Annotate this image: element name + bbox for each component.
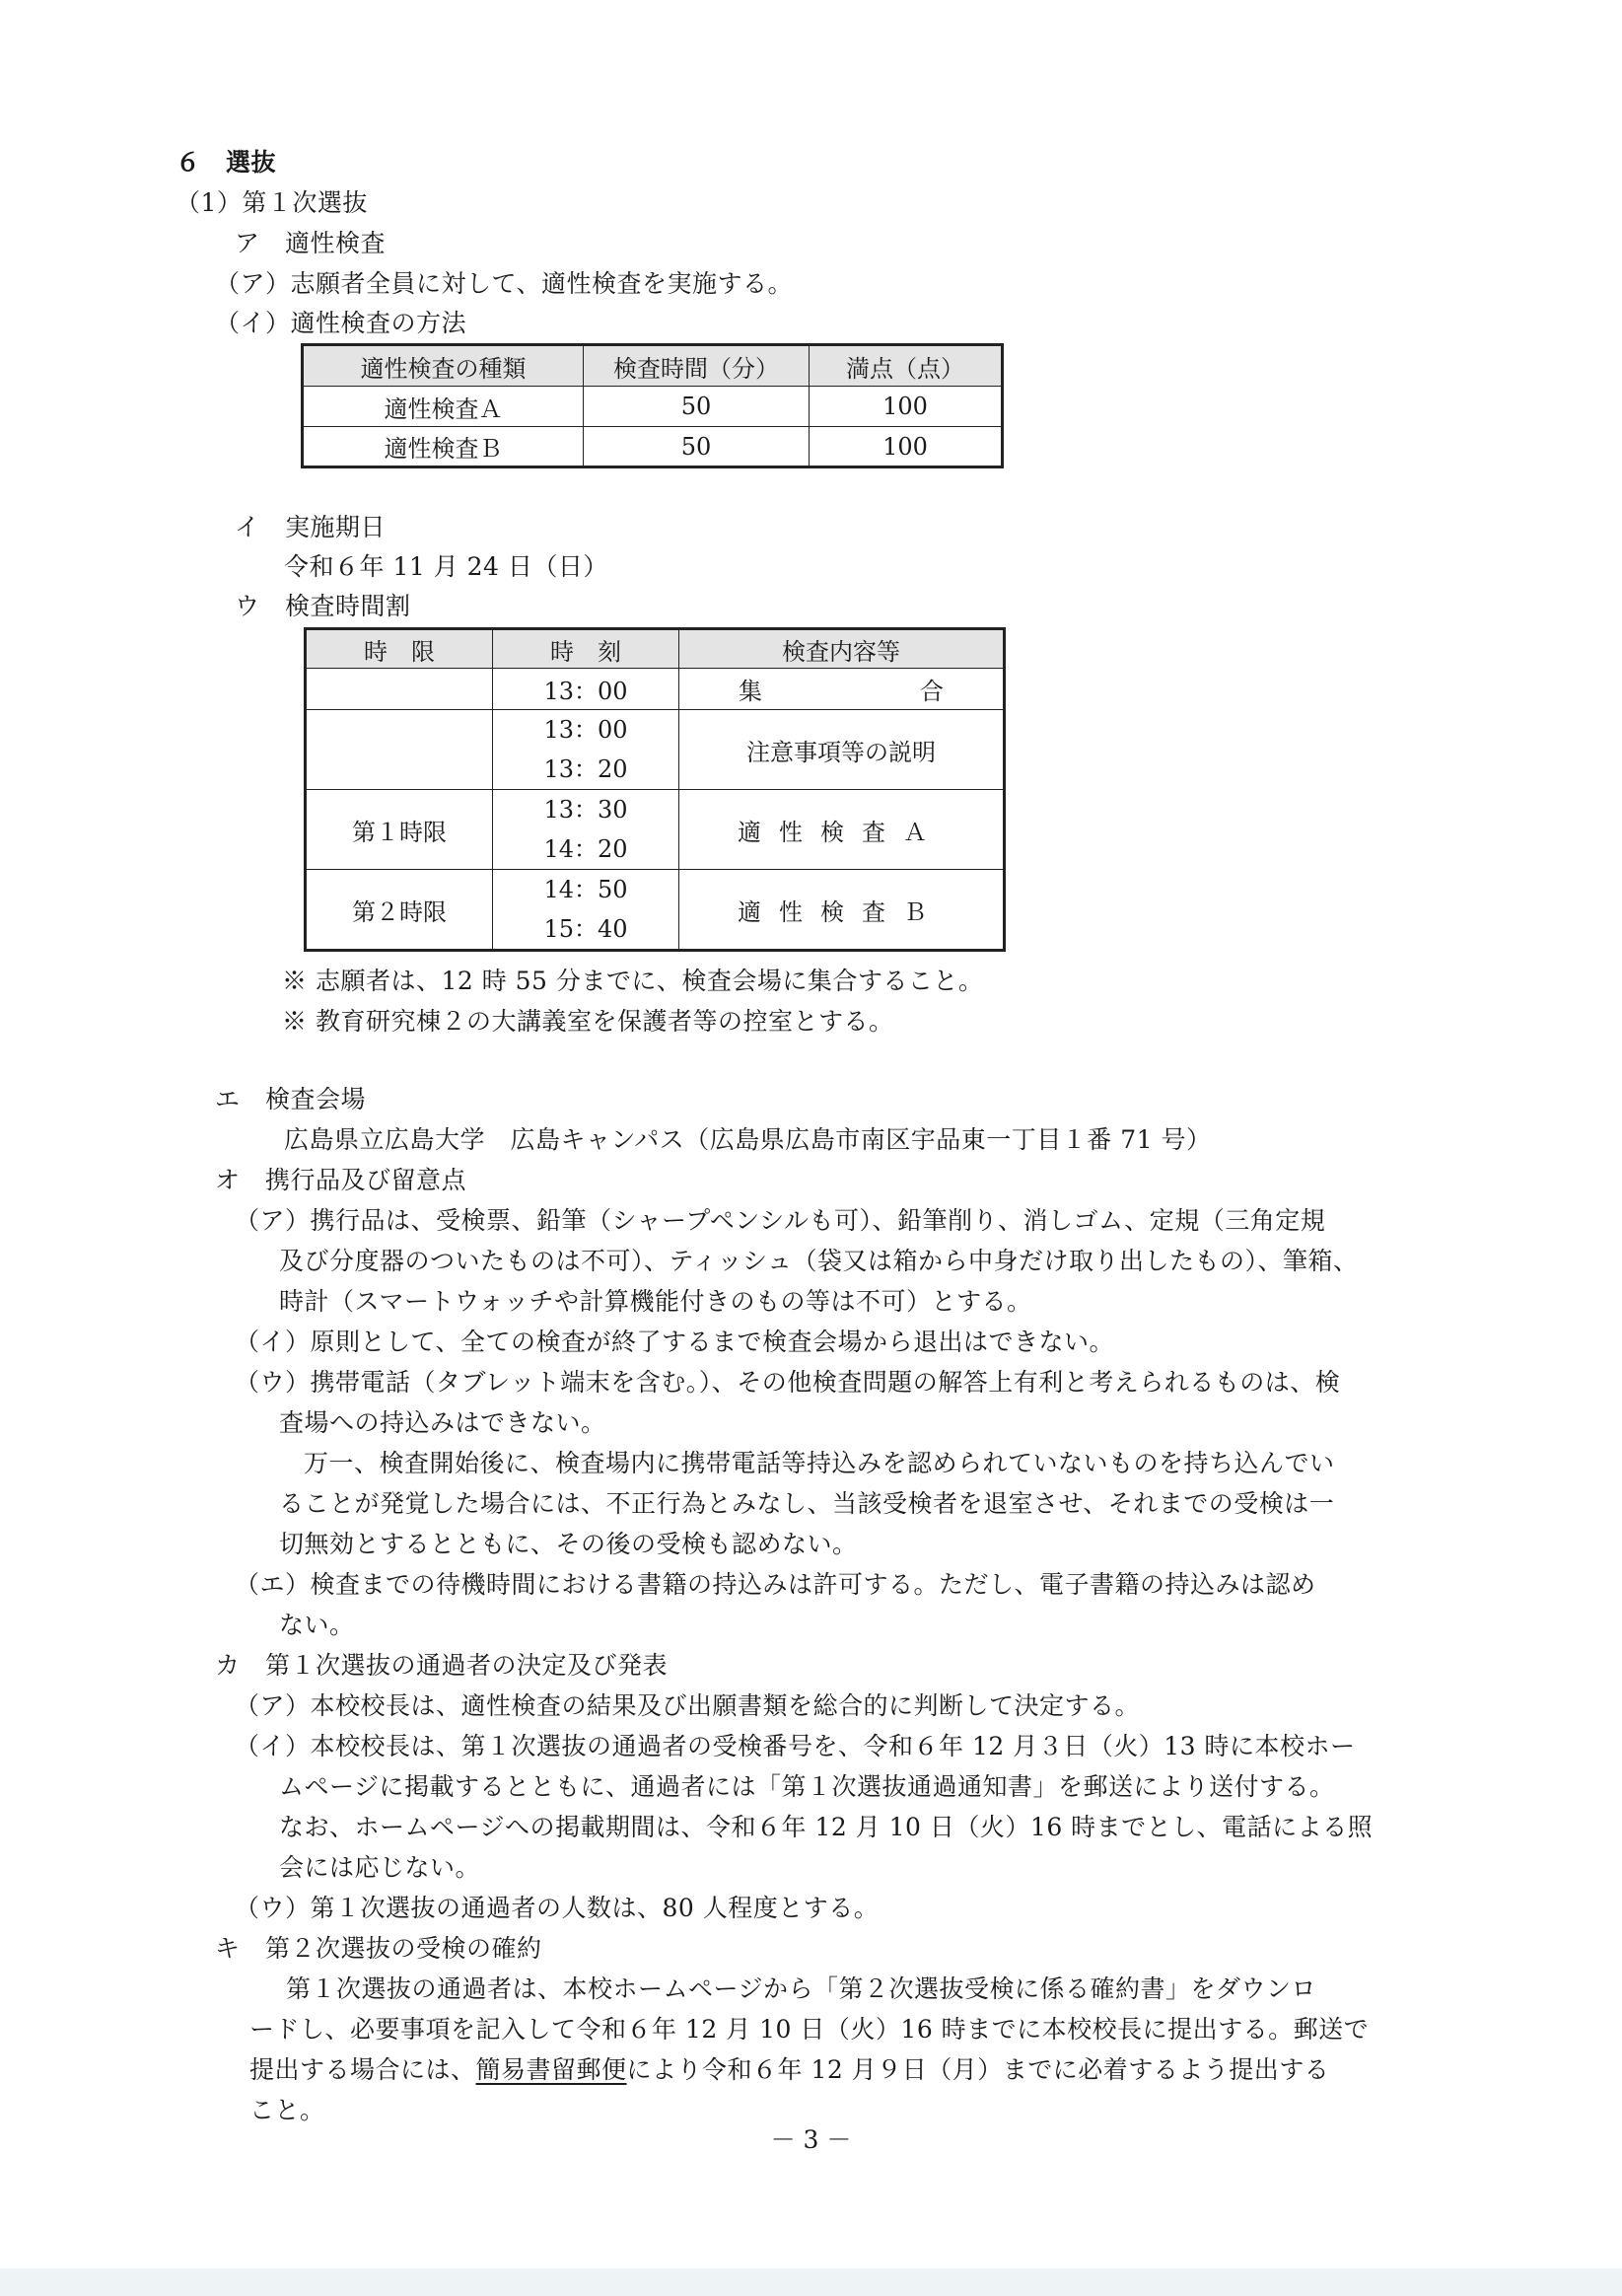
- time-cell: [493, 870, 679, 951]
- content-cell: 適性検査Ｂ: [679, 870, 1005, 951]
- paragraph-line: こと。: [249, 2096, 325, 2124]
- heading-u: ウ 検査時間割: [235, 592, 411, 620]
- content-cell: 注意事項等の説明: [679, 710, 1005, 790]
- period-cell: 第１時限: [306, 790, 493, 870]
- table-header: 適性検査の種類: [303, 345, 584, 387]
- heading-i: イ 実施期日: [235, 513, 387, 541]
- paragraph-line: 第１次選抜の通過者は、本校ホームページから「第２次選抜受検に係る確約書」をダウンロ: [286, 1974, 1317, 2003]
- time-start: 13：30: [543, 796, 628, 824]
- table-row: [306, 870, 1005, 951]
- time-end: 14：20: [543, 835, 628, 863]
- table-row: [303, 387, 1003, 427]
- text-segment: により令和６年 12 月９日（月）までに必着するよう提出する: [626, 2055, 1330, 2084]
- period-cell: 第２時限: [306, 870, 493, 951]
- paragraph-line: ない。: [279, 1611, 355, 1639]
- paragraph-line: 切無効とするとともに、その後の受検も認めない。: [279, 1530, 858, 1558]
- scan-edge: [0, 2268, 1622, 2296]
- paragraph-line: （ア）本校校長は、適性検査の結果及び出願書類を総合的に判断して決定する。: [235, 1691, 1141, 1720]
- table-header: 検査時間（分）: [584, 345, 810, 387]
- paragraph-line: 査場への持込みはできない。: [279, 1408, 606, 1437]
- exam-date: 令和６年 11 月 24 日（日）: [284, 552, 608, 581]
- paragraph-line: [249, 2052, 1329, 2088]
- period-cell: [306, 669, 493, 710]
- time-cell: 13：00: [493, 669, 679, 710]
- paragraph-line: （イ）原則として、全ての検査が終了するまで検査会場から退出はできない。: [235, 1327, 1115, 1356]
- table-cell: 適性検査Ｂ: [303, 427, 584, 467]
- timetable-table: [304, 627, 1006, 952]
- section-title: ６ 選抜: [176, 148, 277, 177]
- heading-ka: カ 第１次選抜の通過者の決定及び発表: [215, 1651, 669, 1680]
- venue-text: 広島県立広島大学 広島キャンパス（広島県広島市南区宇品東一丁目１番 71 号）: [284, 1125, 1212, 1154]
- content-text: 集: [739, 678, 762, 705]
- registered-mail-text: 簡易書留郵便: [475, 2055, 627, 2084]
- table-row: [306, 669, 1005, 710]
- time-cell: [493, 790, 679, 870]
- sub-title: （1）第１次選抜: [176, 188, 368, 217]
- heading-e: エ 検査会場: [215, 1085, 367, 1113]
- period-cell: [306, 710, 493, 790]
- table-row: [306, 710, 1005, 790]
- paragraph-line: （イ）本校校長は、第１次選抜の通過者の受検番号を、令和６年 12 月３日（火）13 時に本校ホー: [235, 1732, 1356, 1760]
- heading-o: オ 携行品及び留意点: [215, 1166, 467, 1194]
- time-cell: [493, 710, 679, 790]
- paragraph-line: （ウ）携帯電話（タブレット端末を含む。）、その他検査問題の解答上有利と考えられるものは、検: [235, 1368, 1341, 1397]
- paragraph-line: （エ）検査までの待機時間における書籍の持込みは許可する。ただし、電子書籍の持込みは認め: [235, 1570, 1316, 1599]
- aptitude-test-table: [301, 343, 1004, 468]
- time-start: 14：50: [543, 876, 628, 903]
- paragraph-line: 及び分度器のついたものは不可）、ティッシュ（袋又は箱から中身だけ取り出したもの）、筆箱、: [279, 1247, 1359, 1275]
- paragraph-line: （ア）携行品は、受検票、鉛筆（シャープペンシルも可）、鉛筆削り、消しゴム、定規（三角定規: [235, 1206, 1326, 1235]
- content-text: 合: [920, 678, 944, 705]
- table-cell: 50: [584, 387, 810, 427]
- time-start: 13：00: [543, 716, 628, 744]
- table-row: [306, 790, 1005, 870]
- content-cell: 適性検査Ａ: [679, 790, 1005, 870]
- table-header: 時 限: [306, 629, 493, 669]
- content-cell: [679, 669, 1005, 710]
- table-header: 検査内容等: [679, 629, 1005, 669]
- table-row: [303, 427, 1003, 467]
- note-2: ※ 教育研究棟２の大講義室を保護者等の控室とする。: [282, 1007, 894, 1036]
- paragraph-line: ることが発覚した場合には、不正行為とみなし、当該受検者を退室させ、それまでの受検は一: [279, 1489, 1335, 1518]
- table-cell: 適性検査Ａ: [303, 387, 584, 427]
- paragraph-line: ムページに掲載するとともに、通過者には「第１次選抜通過通知書」を郵送により送付する。: [279, 1772, 1335, 1801]
- paragraph-line: 時計（スマートウォッチや計算機能付きのもの等は不可）とする。: [279, 1287, 1032, 1316]
- table-cell: 50: [584, 427, 810, 467]
- para-a-1: （ア）志願者全員に対して、適性検査を実施する。: [215, 269, 794, 298]
- time-end: 15：40: [543, 915, 628, 943]
- table-header: 満点（点）: [810, 345, 1003, 387]
- heading-ki: キ 第２次選抜の受検の確約: [215, 1934, 542, 1963]
- page-number: － 3 －: [770, 2125, 852, 2154]
- paragraph-line: なお、ホームページへの掲載期間は、令和６年 12 月 10 日（火）16 時までとし、電話による照: [279, 1813, 1374, 1841]
- text-segment: 提出する場合には、: [249, 2055, 476, 2084]
- paragraph-line: ードし、必要事項を記入して令和６年 12 月 10 日（火）16 時までに本校校長に提出する。郵送で: [249, 2015, 1370, 2044]
- para-a-2: （イ）適性検査の方法: [215, 309, 467, 337]
- time-end: 13：20: [543, 755, 628, 783]
- note-1: ※ 志願者は、12 時 55 分までに、検査会場に集合すること。: [282, 967, 984, 995]
- heading-a: ア 適性検査: [235, 229, 387, 257]
- paragraph-line: 会には応じない。: [279, 1853, 481, 1882]
- table-cell: 100: [810, 427, 1003, 467]
- table-cell: 100: [810, 387, 1003, 427]
- paragraph-line: （ウ）第１次選抜の通過者の人数は、80 人程度とする。: [235, 1894, 880, 1922]
- table-header: 時 刻: [493, 629, 679, 669]
- paragraph-line: 万一、検査開始後に、検査場内に携帯電話等持込みを認められていないものを持ち込んでい: [304, 1449, 1335, 1477]
